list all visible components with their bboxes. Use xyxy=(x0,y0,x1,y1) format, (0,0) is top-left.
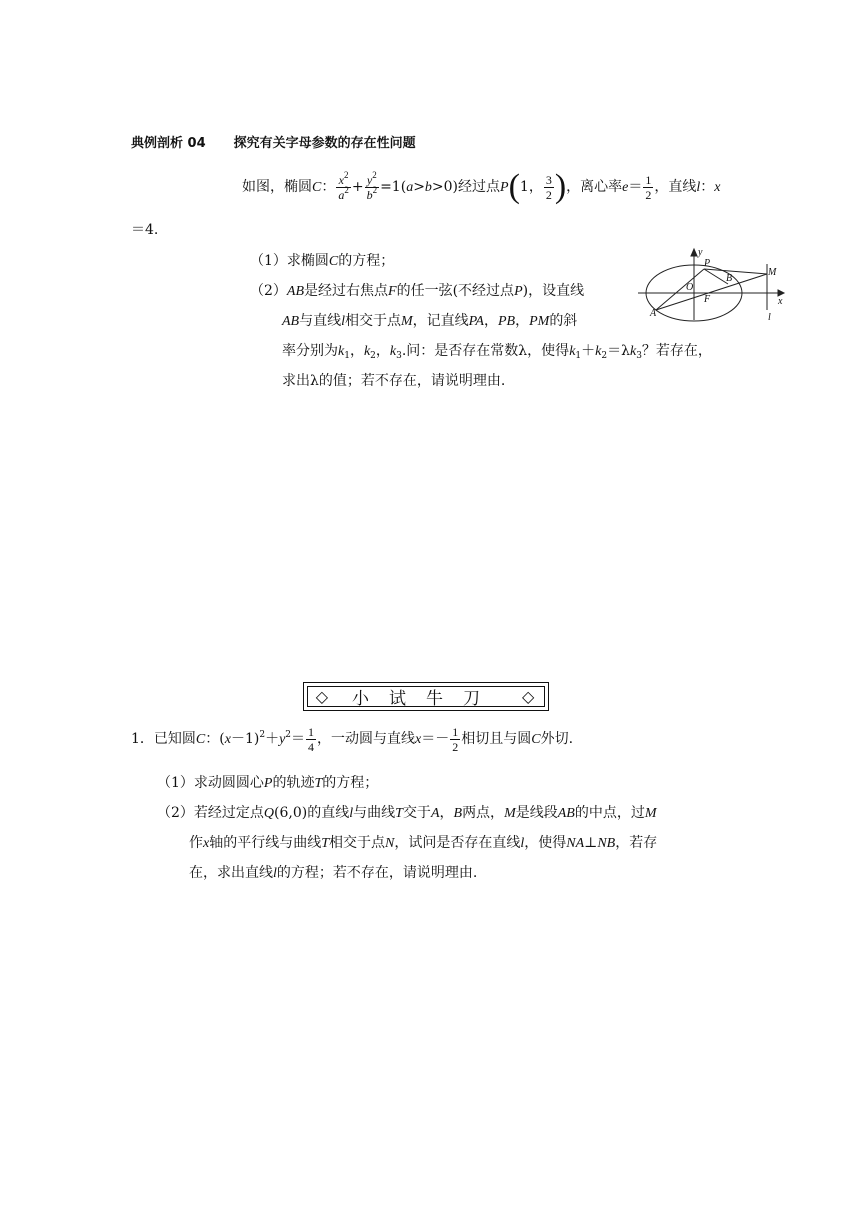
q2-text: 的斜 xyxy=(549,313,578,329)
var-PB: PB xyxy=(497,314,516,329)
label-y: y xyxy=(698,247,703,258)
var-N: N xyxy=(385,836,395,851)
q1-text: 的方程； xyxy=(338,253,395,269)
q2-text: ，记直线 xyxy=(412,313,469,329)
exp: 2 xyxy=(259,730,266,740)
var-a: a xyxy=(338,187,345,202)
var-PM: PM xyxy=(529,314,550,329)
q2-text: 与直线 xyxy=(299,313,342,329)
line-PM xyxy=(704,269,767,274)
label-M: M xyxy=(768,267,777,278)
q2-text: 率分别为 xyxy=(282,343,338,359)
exp: 2 xyxy=(372,169,377,180)
banner-title: 小试牛刀 xyxy=(352,689,500,709)
comma: ， xyxy=(515,313,530,329)
var-NB: NB xyxy=(597,836,616,851)
ex-text: （1）求动圆圆心 xyxy=(157,775,264,791)
ex-text: 作 xyxy=(189,835,203,851)
ex-text: （2）若经过定点 xyxy=(157,805,264,821)
ex-text: 相切且与圆 xyxy=(461,731,532,747)
q2-text: .问：是否存在常数λ，使得 xyxy=(401,343,570,359)
var-k: k xyxy=(569,344,576,359)
exercise-1 xyxy=(131,720,573,758)
ex-text: 相交于点 xyxy=(329,835,386,851)
comma: ， xyxy=(375,343,390,359)
var-b: b xyxy=(366,187,373,202)
diamond-right-icon: ◇ xyxy=(522,687,537,706)
perp: ⊥ xyxy=(584,835,598,851)
ex-text: (6,0)的直线 xyxy=(274,805,350,821)
example-heading xyxy=(131,132,416,151)
intro-text: ，离心率 xyxy=(566,179,623,195)
var-l: l xyxy=(341,314,345,329)
den: 2 xyxy=(645,187,652,202)
ex-text: 交于 xyxy=(402,805,431,821)
var-a: a xyxy=(406,180,414,195)
var-B: B xyxy=(453,806,463,821)
ex-text: 的方程； xyxy=(322,775,379,791)
var-AB: AB xyxy=(286,284,305,299)
example-q2-line4: 求出λ的值；若不存在，请说明理由. xyxy=(282,373,506,389)
ex-text: ：( xyxy=(205,731,225,747)
ex-text: 的中点，过 xyxy=(574,805,645,821)
exp: 2 xyxy=(285,730,292,740)
ex-text: ，若存 xyxy=(615,835,658,851)
y-axis-arrow xyxy=(691,249,697,256)
q1-text: （1）求椭圆 xyxy=(250,253,329,269)
var-NA: NA xyxy=(566,836,585,851)
frac-1-4 xyxy=(306,725,316,754)
example-q2-line1 xyxy=(250,280,584,300)
intro-text: 如图，椭圆 xyxy=(242,179,312,195)
eq: ＝－ xyxy=(421,731,450,747)
ellipse-C: C xyxy=(312,180,322,195)
var-M: M xyxy=(504,806,516,821)
subscript: 2 xyxy=(370,351,376,361)
exp: 2 xyxy=(372,184,378,195)
var-k: k xyxy=(629,344,637,359)
bracket-right: ) xyxy=(554,168,567,205)
ex-text: 两点， xyxy=(462,805,505,821)
example-title: 探究有关字母参数的存在性问题 xyxy=(233,136,416,151)
exercise-q1 xyxy=(157,772,378,792)
var-T: T xyxy=(321,836,330,851)
var-PA: PA xyxy=(468,314,484,329)
example-intro xyxy=(242,168,721,206)
frac-y2-b2 xyxy=(365,169,380,202)
exercise-q2-line3 xyxy=(189,862,477,882)
var-Q: Q xyxy=(263,806,275,821)
frac-1-2 xyxy=(643,173,653,202)
label-F: F xyxy=(704,294,711,305)
banner-inner xyxy=(307,686,545,707)
var-x: x xyxy=(338,172,344,187)
var-k: k xyxy=(363,344,371,359)
var-P: P xyxy=(514,284,523,299)
bracket-left: ( xyxy=(508,168,520,205)
eq: ＝ xyxy=(291,731,306,747)
var-M: M xyxy=(644,806,657,821)
ex-text: 1．已知圆 xyxy=(131,731,196,747)
plus: ＋ xyxy=(265,731,280,747)
frac-3-2 xyxy=(544,173,554,202)
q2-text: )，设直线 xyxy=(522,283,585,299)
ex-text: 在，求出直线 xyxy=(189,865,273,881)
exp: 2 xyxy=(344,184,349,195)
ellipse-figure xyxy=(638,244,786,322)
eq: =1( xyxy=(380,179,407,195)
label-x: x xyxy=(778,296,783,307)
ex-text: ，使得 xyxy=(524,835,567,851)
var-x: x xyxy=(714,180,721,195)
var-k: k xyxy=(595,344,602,359)
var-C: C xyxy=(195,732,206,747)
exp: 2 xyxy=(344,169,349,180)
ex-text: 与曲线 xyxy=(353,805,396,821)
var-k: k xyxy=(389,344,397,359)
ex-text: ，试问是否存在直线 xyxy=(394,835,521,851)
var-x: x xyxy=(224,732,231,747)
ex-text: ，一动圆与直线 xyxy=(317,731,416,747)
var-b: b xyxy=(424,180,432,195)
num: 1 xyxy=(452,724,459,739)
ex-text: 是线段 xyxy=(515,805,558,821)
label-B: B xyxy=(726,273,733,284)
ex-text: 的方程；若不存在，请说明理由. xyxy=(276,865,478,881)
colon: ： xyxy=(700,179,715,195)
comma: ， xyxy=(349,343,364,359)
var-x: x xyxy=(203,836,210,851)
var-T: T xyxy=(314,776,323,791)
frac-1-2b xyxy=(450,725,460,754)
exercise-q2-line2 xyxy=(189,832,657,852)
gt: > xyxy=(413,179,425,195)
var-l: l xyxy=(696,180,701,195)
label-l: l xyxy=(768,312,771,322)
section-banner xyxy=(303,682,549,711)
num: 1 xyxy=(308,724,315,739)
colon: ： xyxy=(321,179,336,195)
ex-text: 轴的平行线与曲线 xyxy=(209,835,322,851)
var-C: C xyxy=(531,732,541,747)
var-P: P xyxy=(263,776,273,791)
var-y: y xyxy=(366,172,373,187)
q2-text: 是经过右焦点 xyxy=(304,283,389,299)
intro-continuation: ＝4. xyxy=(131,222,159,238)
var-e: e xyxy=(622,180,629,195)
var-y: y xyxy=(279,732,286,747)
var-k: k xyxy=(338,344,345,359)
subscript: 3 xyxy=(636,351,642,361)
num: 3 xyxy=(545,172,552,187)
var-T: T xyxy=(395,806,403,821)
plus: ＋ xyxy=(581,343,596,359)
var-A: A xyxy=(430,806,440,821)
den: 2 xyxy=(545,187,552,202)
var-F: F xyxy=(388,284,397,299)
line-PA xyxy=(656,269,704,310)
var-l: l xyxy=(520,836,525,851)
var-AB: AB xyxy=(282,314,300,329)
coord: 1， xyxy=(519,179,543,195)
subscript: 3 xyxy=(396,351,402,361)
num: 1 xyxy=(645,172,652,187)
comma: ， xyxy=(483,313,498,329)
label-P: P xyxy=(704,258,711,269)
subscript: 2 xyxy=(601,351,608,361)
eq: ＝ xyxy=(628,179,643,195)
q2-text: ？若存在， xyxy=(641,343,712,359)
label-O: O xyxy=(686,282,694,293)
ex-text: 外切. xyxy=(540,731,574,747)
example-q1 xyxy=(250,250,394,270)
q2-text: 的任一弦(不经过点 xyxy=(396,283,515,299)
exercise-q2-line1 xyxy=(157,802,657,822)
den: 2 xyxy=(452,739,459,754)
intro-text: >0)经过点 xyxy=(431,179,501,195)
plus: + xyxy=(351,179,364,195)
label-A: A xyxy=(650,308,657,319)
q2-text: 相交于点 xyxy=(345,313,401,329)
var-AB: AB xyxy=(557,806,575,821)
line-AM xyxy=(656,274,767,310)
eq: ＝λ xyxy=(607,343,630,359)
point-P: P xyxy=(500,180,509,195)
example-q2-line2 xyxy=(282,310,577,330)
frac-x2-a2 xyxy=(336,169,351,202)
var-M: M xyxy=(401,314,413,329)
var-x: x xyxy=(415,732,422,747)
subscript: 1 xyxy=(344,351,350,361)
example-label: 典例剖析 04 xyxy=(131,136,206,151)
var-l: l xyxy=(349,806,354,821)
q2-text: （2） xyxy=(250,283,287,299)
example-q2-line3 xyxy=(282,340,712,360)
var-l: l xyxy=(273,866,277,881)
comma: ， xyxy=(439,805,454,821)
ex-text: －1) xyxy=(230,731,260,747)
subscript: 1 xyxy=(575,351,582,361)
ex-text: 的轨迹 xyxy=(272,775,315,791)
var-C: C xyxy=(328,254,339,269)
diamond-left-icon: ◇ xyxy=(315,687,330,706)
intro-text: ，直线 xyxy=(654,179,697,195)
den: 4 xyxy=(308,739,315,754)
